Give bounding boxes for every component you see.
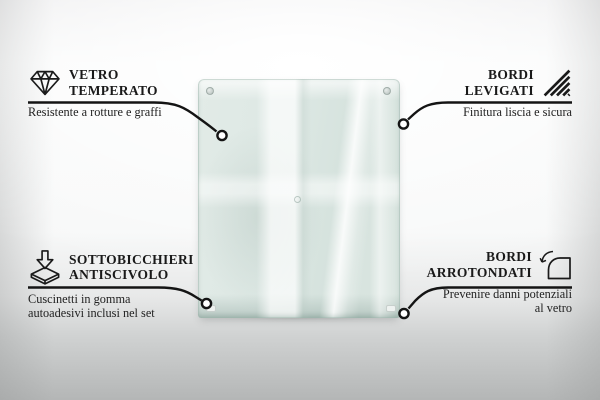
callout-bordi-levigati [463, 67, 572, 120]
callout-sottobicchieri-antiscivolo [28, 249, 194, 320]
rubber-pad [386, 305, 396, 312]
diamond-icon [28, 68, 62, 97]
title-line: ANTISCIVOLO [69, 267, 169, 282]
title-line: BORDI [485, 249, 532, 264]
anti-slip-coaster-icon [28, 249, 62, 285]
title-line: LEVIGATI [464, 82, 534, 98]
screw-hole-icon [206, 87, 214, 95]
callout-subtitle: Finitura liscia e sicura [463, 105, 572, 119]
callout-title [427, 249, 532, 280]
subtitle-line: al vetro [534, 300, 572, 315]
subtitle-line: Cuscinetti in gomma [28, 292, 131, 306]
subtitle-line: autoadesivi inclusi nel set [28, 305, 155, 320]
callout-subtitle: Resistente a rotture e graffi [28, 105, 162, 119]
rounded-corner-icon [539, 249, 572, 280]
title-line: TEMPERATO [69, 82, 158, 98]
title-line: SOTTOBICCHIERI [69, 251, 194, 267]
glass-surface-mark [294, 196, 301, 203]
glass-panel-photo [198, 79, 400, 318]
polished-edges-icon [541, 67, 572, 98]
callout-subtitle [28, 293, 194, 320]
callout-vetro-temperato [28, 67, 162, 120]
callout-bordi-arrotondati [427, 249, 572, 315]
connector-point [399, 119, 408, 128]
screw-hole-icon [383, 87, 391, 95]
title-line: VETRO [69, 67, 119, 82]
rubber-pad [206, 305, 216, 312]
callout-title [69, 67, 158, 98]
title-line: ARROTONDATI [426, 264, 532, 280]
callout-title [69, 252, 194, 283]
title-line: BORDI [487, 67, 534, 82]
callout-subtitle [427, 288, 572, 315]
callout-title [465, 67, 534, 98]
subtitle-line: Prevenire danni potenziali [442, 287, 572, 301]
